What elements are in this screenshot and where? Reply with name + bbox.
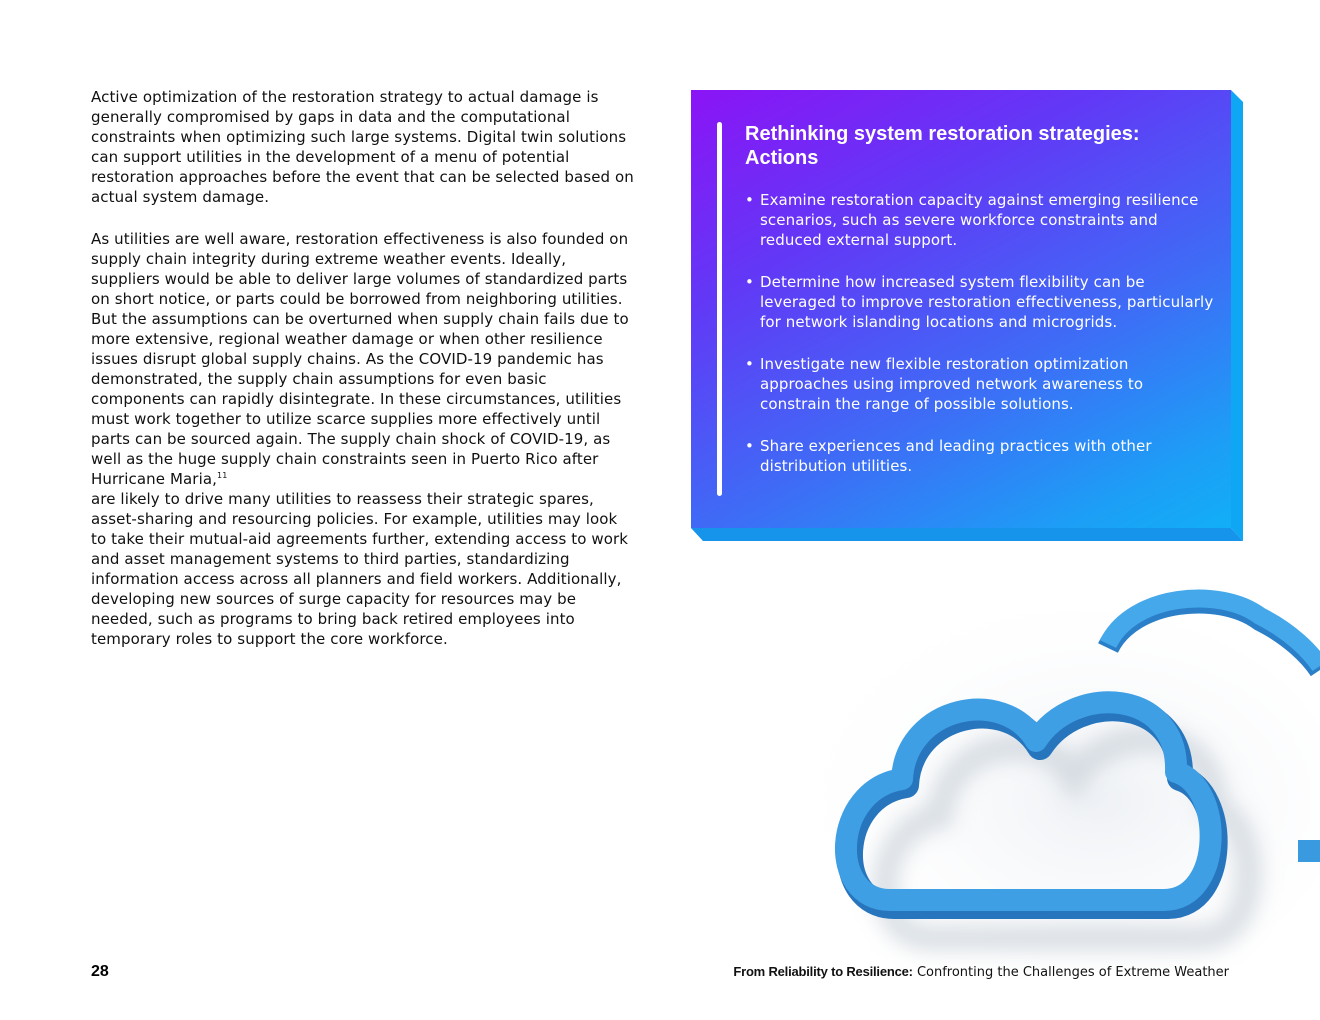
- body-text-column: [91, 87, 636, 671]
- callout-bullet-item: [745, 190, 1215, 250]
- running-footer: [733, 964, 1229, 980]
- bullet-icon: •: [745, 273, 754, 291]
- report-title: From Reliability to Resilience:: [733, 964, 913, 979]
- body-paragraph-continuation: are likely to drive many utilities to reassess their strategic spares, asset-sharing and resourcing policies. For example, utilities may look to take their mutual-aid agreements further, extending access to work and asset management systems to third parties, standardizing information access across all planners and field workers. Additionally, developing new sources of surge capacity for resources may be needed, such as programs to bring back retired employees into temporary roles to support the core workforce.: [91, 490, 629, 648]
- cloud-icon: [790, 560, 1320, 980]
- bullet-icon: •: [745, 191, 754, 209]
- callout-bullet-text: Examine restoration capacity against emerging resilience scenarios, such as severe workforce constraints and reduced external support.: [760, 191, 1199, 249]
- body-paragraph: Active optimization of the restoration strategy to actual damage is generally compromised by gaps in data and the computational constraints when optimizing such large systems. Digital twin solutions can support utilities in the development of a menu of potential restoration approaches before the event that can be selected based on actual system damage.: [91, 88, 634, 206]
- callout-face: [691, 90, 1231, 528]
- body-paragraph-text: As utilities are well aware, restoration effectiveness is also founded on supply chain integrity during extreme weather events. Ideally, suppliers would be able to deliver large volumes of standardized parts on short notice, or parts could be borrowed from neighboring utilities. But the assumptions can be overturned when supply chain fails due to more extensive, regional weather damage or when other resilience issues disrupt global supply chains. As the COVID-19 pandemic has demonstrated, the supply chain assumptions for even basic components can rapidly disintegrate. In these circumstances, utilities must work together to utilize scarce supplies more effectively until parts can be sourced again. The supply chain shock of COVID-19, as well as the huge supply chain constraints seen in Puerto Rico after Hurricane Maria,: [91, 230, 629, 488]
- callout-bullet-list: [745, 190, 1215, 498]
- body-paragraph: [91, 229, 636, 649]
- callout-bullet-item: [745, 354, 1215, 414]
- actions-callout-box: [691, 90, 1243, 541]
- bullet-icon: •: [745, 355, 754, 373]
- footnote-reference[interactable]: 11: [217, 471, 228, 480]
- callout-bullet-item: [745, 436, 1215, 476]
- callout-accent-bar: [717, 122, 722, 496]
- report-subtitle: Confronting the Challenges of Extreme Weather: [912, 965, 1229, 980]
- callout-title: Rethinking system restoration strategies: Actions: [745, 123, 1140, 169]
- callout-bullet-text: Share experiences and leading practices with other distribution utilities.: [760, 437, 1152, 475]
- callout-bullet-item: [745, 272, 1215, 332]
- page-number: 28: [91, 963, 109, 980]
- callout-bullet-text: Investigate new flexible restoration optimization approaches using improved network awareness to constrain the range of possible solutions.: [760, 355, 1144, 413]
- callout-bullet-text: Determine how increased system flexibility can be leveraged to improve restoration effectiveness, particularly for network islanding locations and microgrids.: [760, 273, 1214, 331]
- bullet-icon: •: [745, 437, 754, 455]
